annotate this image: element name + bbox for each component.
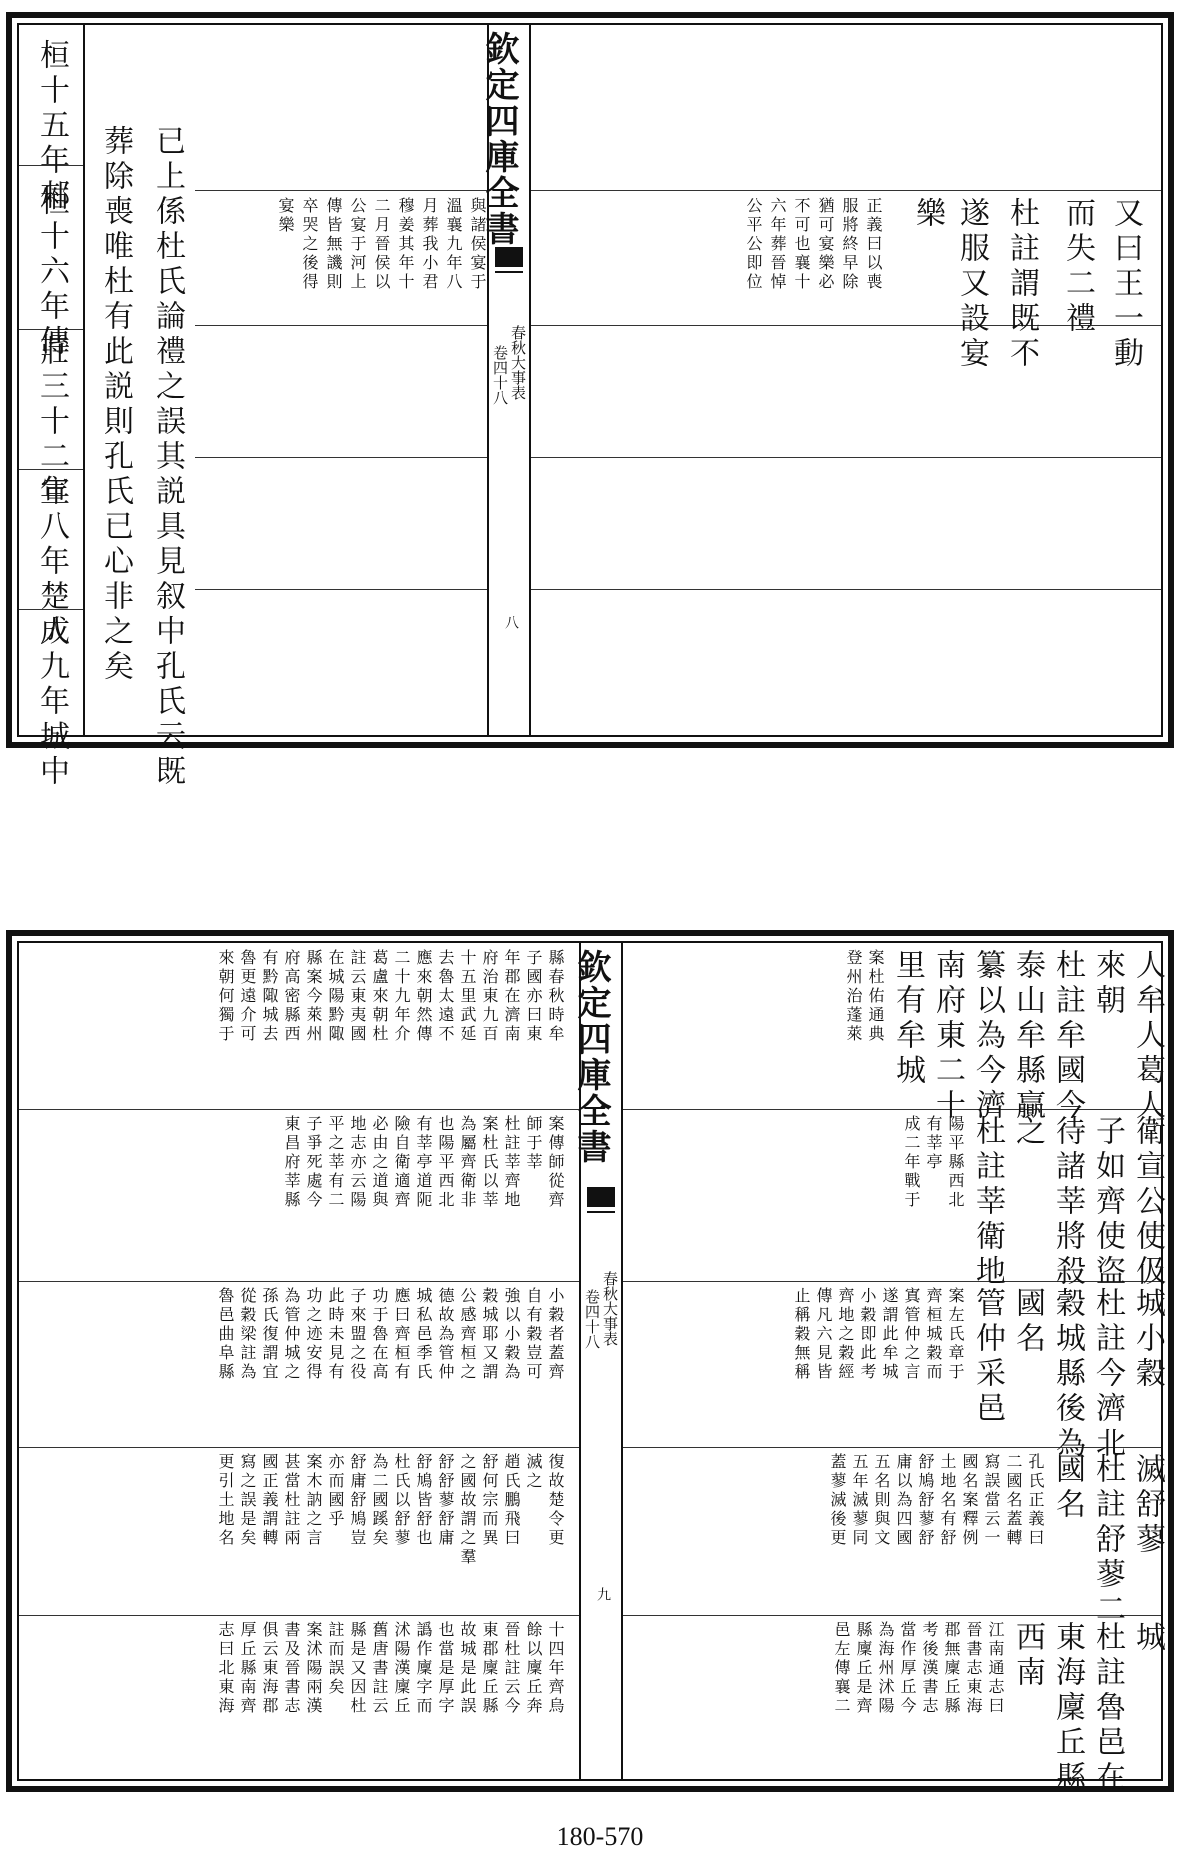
bottom-gutter bbox=[571, 943, 623, 1779]
note-line: 德故為管仲 bbox=[436, 1287, 455, 1382]
note-line: 子來盟之役 bbox=[348, 1287, 367, 1382]
note-line: 公宴于河上 bbox=[348, 197, 367, 292]
note-line: 魯邑曲阜縣 bbox=[216, 1287, 235, 1382]
note-line: 寫誤當云一 bbox=[982, 1453, 1001, 1548]
note-line: 譌作廩字而 bbox=[414, 1621, 433, 1716]
note-line: 魯更遠介可 bbox=[238, 949, 257, 1044]
note-line: 為管仲城之 bbox=[282, 1287, 301, 1382]
note-line: 也陽平西北 bbox=[436, 1115, 455, 1210]
gutter-juan: 卷四十八 bbox=[583, 1289, 601, 1349]
note-line: 傳凡六見皆 bbox=[814, 1287, 833, 1382]
note-line: 子爭死處今 bbox=[304, 1115, 323, 1210]
text-line: 遂服又設宴 bbox=[954, 197, 989, 372]
text-line: 之 bbox=[1010, 1115, 1045, 1150]
note-line: 書及晉書志 bbox=[282, 1621, 301, 1716]
note-line: 齊桓城穀而 bbox=[924, 1287, 943, 1382]
note-line: 二國名蓋轉 bbox=[1004, 1453, 1023, 1548]
gutter-leaf-number: 九 bbox=[595, 1587, 611, 1601]
note-line: 小穀即此考 bbox=[858, 1287, 877, 1382]
text-line: 穀城縣後為 bbox=[1050, 1287, 1085, 1462]
fish-tail-mark-lower bbox=[495, 271, 523, 289]
page-number: 180-570 bbox=[556, 1822, 644, 1851]
note-line: 服將終早除 bbox=[840, 197, 859, 292]
note-line: 功之迹安得 bbox=[304, 1287, 323, 1382]
note-line: 齊地之穀經 bbox=[836, 1287, 855, 1382]
note-line: 邑左傳襄二 bbox=[832, 1621, 851, 1716]
note-line: 此時未見有 bbox=[326, 1287, 345, 1382]
note-line: 舊唐書註云 bbox=[370, 1621, 389, 1716]
note-line: 縣春秋時牟 bbox=[546, 949, 565, 1044]
note-line: 案傳師從齊 bbox=[546, 1115, 565, 1210]
text-line: 杜註今濟北 bbox=[1090, 1287, 1125, 1462]
text-line: 國名 bbox=[1010, 1287, 1045, 1357]
top-page bbox=[6, 12, 1174, 790]
text-line: 里有牟城 bbox=[890, 949, 925, 1089]
note-line: 子國亦曰東 bbox=[524, 949, 543, 1044]
note-line: 沭陽漢廩丘 bbox=[392, 1621, 411, 1716]
text-line: 城 bbox=[1130, 1621, 1165, 1656]
note-line: 登州治蓬萊 bbox=[844, 949, 863, 1044]
note-line: 東郡廩丘縣 bbox=[480, 1621, 499, 1716]
note-line: 縣案今萊州 bbox=[304, 949, 323, 1044]
margin-entry: 成九年城中 bbox=[34, 615, 69, 790]
note-line: 舒舒蓼舒庸 bbox=[436, 1453, 455, 1548]
note-line: 郡無廩丘縣 bbox=[942, 1621, 961, 1716]
top-left-half bbox=[19, 25, 487, 790]
bottom-left-half bbox=[19, 943, 579, 1779]
text-line: 樂 bbox=[910, 197, 945, 232]
note-line: 正義曰以喪 bbox=[864, 197, 883, 292]
note-line: 二月晉侯以 bbox=[372, 197, 391, 292]
note-line: 孫氏復謂宜 bbox=[260, 1287, 279, 1382]
note-line: 卒哭之後得 bbox=[300, 197, 319, 292]
note-line: 公平公即位 bbox=[744, 197, 763, 292]
note-line: 舒鳩皆舒也 bbox=[414, 1453, 433, 1548]
note-line: 案杜佑通典 bbox=[866, 949, 885, 1044]
note-line: 案沭陽兩漢 bbox=[304, 1621, 323, 1716]
note-line: 穀城耶又謂 bbox=[480, 1287, 499, 1382]
note-line: 有莘亭道阨 bbox=[414, 1115, 433, 1210]
gutter-title: 欽定四庫全書 bbox=[571, 949, 611, 1165]
note-line: 止稱穀無稱 bbox=[792, 1287, 811, 1382]
note-line: 厚丘縣南齊 bbox=[238, 1621, 257, 1716]
margin-entry: 桓十六年傳 bbox=[34, 185, 69, 360]
note-line: 六年葬晉悼 bbox=[768, 197, 787, 292]
note-line: 不可也襄十 bbox=[792, 197, 811, 292]
note-line: 寫之誤是矣 bbox=[238, 1453, 257, 1548]
top-gutter bbox=[479, 25, 531, 735]
note-line: 甚當杜註兩 bbox=[282, 1453, 301, 1548]
note-line: 晉書志東海 bbox=[964, 1621, 983, 1716]
bottom-page bbox=[6, 930, 1174, 1796]
text-line: 而失二禮 bbox=[1060, 197, 1095, 337]
note-line: 府高密縣西 bbox=[282, 949, 301, 1044]
note-line: 縣是又因杜 bbox=[348, 1621, 367, 1716]
note-line: 晉杜註云今 bbox=[502, 1621, 521, 1716]
note-line: 穆姜其年十 bbox=[396, 197, 415, 292]
margin-entry: 宣八年楚人 bbox=[34, 475, 69, 650]
margin-entry: 桓十五年郲 bbox=[34, 39, 69, 214]
note-line: 孔氏正義曰 bbox=[1026, 1453, 1045, 1548]
note-line: 十五里武延 bbox=[458, 949, 477, 1044]
margin-entry: 莊三十二年 bbox=[34, 335, 69, 510]
note-line: 寘管仲之言 bbox=[902, 1287, 921, 1382]
note-line: 十四年齊烏 bbox=[546, 1621, 565, 1716]
note-line: 註云東夷國 bbox=[348, 949, 367, 1044]
note-line: 平之莘有二 bbox=[326, 1115, 345, 1210]
note-line: 五名則與文 bbox=[872, 1453, 891, 1548]
note-line: 陽平縣西北 bbox=[946, 1115, 965, 1210]
note-line: 杜註莘齊地 bbox=[502, 1115, 521, 1210]
note-line: 宴樂 bbox=[276, 197, 295, 235]
text-line: 西南 bbox=[1010, 1621, 1045, 1691]
note-line: 為海州沭陽 bbox=[876, 1621, 895, 1716]
note-line: 縣廩丘是齊 bbox=[854, 1621, 873, 1716]
note-line: 江南通志曰 bbox=[986, 1621, 1005, 1716]
fish-tail-mark bbox=[495, 247, 523, 267]
text-line: 杜註魯邑在 bbox=[1090, 1621, 1125, 1796]
text-line: 人牟人葛人 bbox=[1130, 949, 1165, 1124]
note-line: 故城是此誤 bbox=[458, 1621, 477, 1716]
note-line: 當作厚丘今 bbox=[898, 1621, 917, 1716]
note-line: 為二國蹊矣 bbox=[370, 1453, 389, 1548]
margin-column bbox=[19, 25, 85, 790]
note-line: 案杜氏以莘 bbox=[480, 1115, 499, 1210]
gutter-book-title: 春秋大事表 bbox=[509, 325, 527, 400]
gutter-leaf-number: 八 bbox=[503, 615, 519, 629]
note-line: 有莘亭 bbox=[924, 1115, 943, 1172]
note-line: 國名案釋例 bbox=[960, 1453, 979, 1548]
note-line: 也當是厚字 bbox=[436, 1621, 455, 1716]
note-line: 地志亦云陽 bbox=[348, 1115, 367, 1210]
note-line: 國正義謂轉 bbox=[260, 1453, 279, 1548]
note-line: 更引土地名 bbox=[216, 1453, 235, 1548]
note-line: 險自衛適齊 bbox=[392, 1115, 411, 1210]
text-line: 待諸莘將殺 bbox=[1050, 1115, 1085, 1290]
text-line: 杜註舒蓼二 bbox=[1090, 1453, 1125, 1628]
text-line: 子如齊使盜 bbox=[1090, 1115, 1125, 1290]
text-line: 纂以為今濟 bbox=[970, 949, 1005, 1124]
note-line: 強以小穀為 bbox=[502, 1287, 521, 1382]
gutter-book-title: 春秋大事表 bbox=[601, 1271, 619, 1346]
note-line: 師于莘 bbox=[524, 1115, 543, 1172]
text-line: 來朝 bbox=[1090, 949, 1125, 1019]
text-line: 杜註謂既不 bbox=[1004, 197, 1039, 372]
text-line: 南府東二十 bbox=[930, 949, 965, 1124]
note-line: 從穀梁註為 bbox=[238, 1287, 257, 1382]
text-line: 東海廩丘縣 bbox=[1050, 1621, 1085, 1796]
note-line: 志曰北東海 bbox=[216, 1621, 235, 1716]
commentary-line: 已上係杜氏論禮之誤其説具見叙中孔氏云既 bbox=[150, 125, 185, 790]
note-line: 去魯太遠不 bbox=[436, 949, 455, 1044]
note-line: 自有穀豈可 bbox=[524, 1287, 543, 1382]
note-line: 遂謂此牟城 bbox=[880, 1287, 899, 1382]
note-line: 考後漢書志 bbox=[920, 1621, 939, 1716]
note-line: 趙氏鵬飛曰 bbox=[502, 1453, 521, 1548]
top-right-half bbox=[531, 25, 1161, 735]
note-line: 餘以廩丘奔 bbox=[524, 1621, 543, 1716]
fish-tail-mark bbox=[587, 1187, 615, 1207]
text-line: 杜註莘衛地 bbox=[970, 1115, 1005, 1290]
note-line: 在城陽黔陬 bbox=[326, 949, 345, 1044]
note-line: 葛盧來朝杜 bbox=[370, 949, 389, 1044]
note-line: 有黔陬城去 bbox=[260, 949, 279, 1044]
note-line: 舒鳩舒蓼舒 bbox=[916, 1453, 935, 1548]
note-line: 滅之 bbox=[524, 1453, 543, 1491]
note-line: 溫襄九年八 bbox=[444, 197, 463, 292]
note-line: 為屬齊衛非 bbox=[458, 1115, 477, 1210]
note-line: 案左氏章于 bbox=[946, 1287, 965, 1382]
note-line: 應來朝然傳 bbox=[414, 949, 433, 1044]
text-line: 泰山牟縣贏 bbox=[1010, 949, 1045, 1124]
note-line: 成二年戰于 bbox=[902, 1115, 921, 1210]
commentary-line: 葬除喪唯杜有此説則孔氏已心非之矣 bbox=[98, 125, 133, 685]
note-line: 年郡在濟南 bbox=[502, 949, 521, 1044]
note-line: 庸以為四國 bbox=[894, 1453, 913, 1548]
bottom-right-half bbox=[623, 943, 1165, 1796]
note-line: 猶可宴樂必 bbox=[816, 197, 835, 292]
note-line: 小穀者蓋齊 bbox=[546, 1287, 565, 1382]
note-line: 功于魯在高 bbox=[370, 1287, 389, 1382]
note-line: 府治東九百 bbox=[480, 949, 499, 1044]
note-line: 土地名有舒 bbox=[938, 1453, 957, 1548]
note-line: 蓋蓼滅後更 bbox=[828, 1453, 847, 1548]
text-line: 城小穀 bbox=[1130, 1287, 1165, 1392]
gutter-title: 欽定四庫全書 bbox=[479, 31, 519, 247]
note-line: 傳皆無譏則 bbox=[324, 197, 343, 292]
note-line: 東昌府莘縣 bbox=[282, 1115, 301, 1210]
gutter-juan: 卷四十八 bbox=[491, 345, 509, 405]
text-line: 杜註牟國今 bbox=[1050, 949, 1085, 1124]
note-line: 註而誤矣 bbox=[326, 1621, 345, 1697]
note-line: 城私邑季氏 bbox=[414, 1287, 433, 1382]
note-line: 月葬我小君 bbox=[420, 197, 439, 292]
note-line: 必由之道與 bbox=[370, 1115, 389, 1210]
note-line: 之國故謂之羣 bbox=[458, 1453, 477, 1567]
text-line: 管仲采邑 bbox=[970, 1287, 1005, 1427]
note-line: 五年滅蓼同 bbox=[850, 1453, 869, 1548]
note-line: 俱云東海郡 bbox=[260, 1621, 279, 1716]
text-line: 衛宣公使伋 bbox=[1130, 1115, 1165, 1290]
note-line: 與諸侯宴于 bbox=[468, 197, 487, 292]
note-line: 舒何宗而異 bbox=[480, 1453, 499, 1548]
text-line: 國名 bbox=[1050, 1453, 1085, 1523]
text-line: 滅舒蓼 bbox=[1130, 1453, 1165, 1558]
note-line: 來朝何獨于 bbox=[216, 949, 235, 1044]
note-line: 二十九年介 bbox=[392, 949, 411, 1044]
note-line: 亦而國乎 bbox=[326, 1453, 345, 1529]
note-line: 舒庸舒鳩豈 bbox=[348, 1453, 367, 1548]
note-line: 應曰齊桓有 bbox=[392, 1287, 411, 1382]
fish-tail-mark-lower bbox=[587, 1211, 615, 1229]
note-line: 復故楚令更 bbox=[546, 1453, 565, 1548]
text-line: 又曰王一動 bbox=[1108, 197, 1143, 372]
note-line: 杜氏以舒蓼 bbox=[392, 1453, 411, 1548]
note-line: 案木訥之言 bbox=[304, 1453, 323, 1548]
note-line: 公感齊桓之 bbox=[458, 1287, 477, 1382]
